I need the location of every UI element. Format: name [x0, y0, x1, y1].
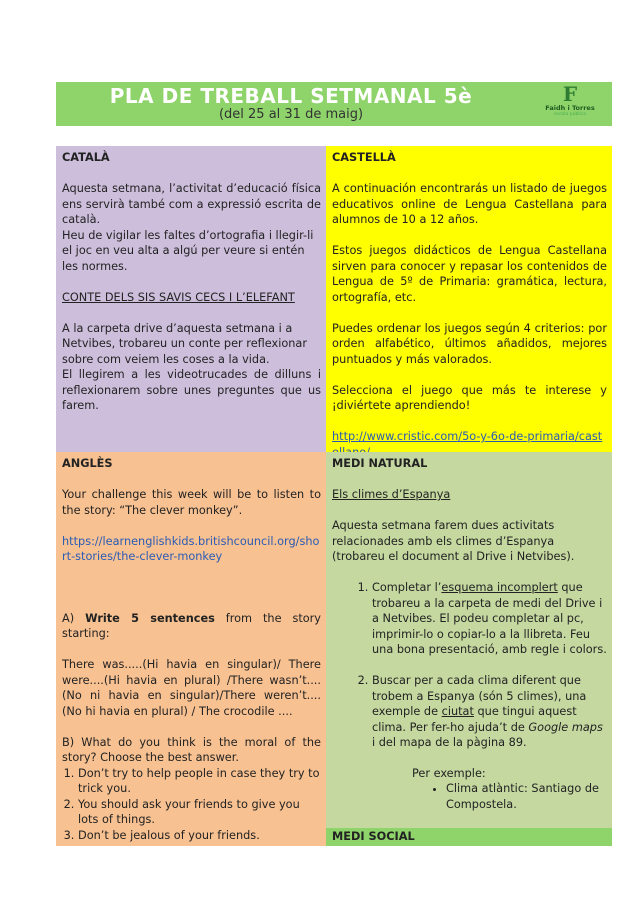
angles-options	[62, 766, 321, 844]
example-list	[412, 781, 607, 812]
page-subtitle: (del 25 al 31 de maig)	[218, 107, 364, 122]
catala-title: CATALÀ	[62, 151, 110, 164]
logo-tag: escola pública	[553, 112, 587, 117]
castella-p1: A continuación encontrarás un listado de juegos educativos online de Lengua Castellana para alumnos de 10 a 12 años.	[332, 182, 607, 226]
catala-p1: Aquesta setmana, l’activitat d’educació física ens servirà també com a expressió escrita de català.	[62, 182, 321, 226]
catala-p2: Heu de vigilar les faltes d’ortografia i llegir-li el joc en veu alta a algú per veure si entén les normes.	[62, 228, 314, 273]
angles-cell	[56, 452, 326, 846]
task-a-bold: Write 5 sentences	[85, 611, 215, 625]
example-label: Per exemple:	[412, 766, 486, 780]
google-maps-text: Google maps	[528, 720, 603, 734]
task-2-text-a: Buscar per a cada clima diferent que trobem a Espanya (són 5 climes), una exemple de	[372, 674, 587, 718]
castella-p2: Estos juegos didácticos de Lengua Castellana sirven para conocer y repasar los contenidos de Lengua de 5º de Primaria: gramática, lectura, ortografía, etc.	[332, 244, 607, 304]
catala-p4: El llegirem a les videotrucades de dilluns i reflexionarem sobre unes preguntes que us farem.	[62, 368, 321, 412]
task-1-text-a: Completar l’	[372, 581, 442, 594]
castella-link[interactable]: http://www.cristic.com/5o-y-6o-de-primaria/cast	[332, 430, 603, 443]
medi-social-cell	[326, 828, 612, 846]
task-2-text-c: i del mapa de la pàgina 89.	[372, 736, 527, 749]
task-item-1	[372, 580, 607, 658]
medi-natural-subtitle: Els climes d’Espanya	[332, 488, 451, 501]
logo-name: Faidh i Torres	[545, 104, 595, 112]
option-item: 2. You should ask your friends to give you lots of things.	[78, 797, 321, 828]
esquema-link: esquema incomplert	[441, 581, 558, 594]
logo-mark: F	[562, 82, 578, 106]
page-title: PLA DE TREBALL SETMANAL 5è	[109, 84, 473, 108]
task-1-text-b: que trobareu a la carpeta de medi del Drive i a Netvibes. El podeu completar al pc, imprimir-lo o copiar-lo a la llibreta. Feu una bona presentació, amb regle i colors.	[372, 581, 607, 656]
catala-p3: A la carpeta drive d’aquesta setmana i a Netvibes, trobareu un conte per reflexionar sobre com veiem les coses a la vida.	[62, 321, 307, 366]
header-banner	[56, 82, 612, 126]
task-a-prefix: A)	[62, 611, 86, 625]
example-item: • Clima atlàntic: Santiago de Compostela.	[446, 781, 607, 812]
task-2-text-b: que tingui aquest clima. Per fer-ho ajuda’t de	[372, 705, 577, 734]
medi-natural-cell	[326, 452, 612, 846]
option-item: 1. Don’t try to help people in case they try to trick you.	[78, 766, 321, 797]
medi-natural-tasks	[332, 580, 607, 751]
catala-cell	[56, 146, 326, 452]
task-item-2	[372, 673, 607, 751]
angles-p1: Your challenge this week will be to listen to the story: “The clever monkey”.	[62, 488, 321, 517]
castella-title: CASTELLÀ	[332, 151, 396, 164]
angles-link[interactable]: https://learnenglishkids.britishcouncil.org/short-stories/the-clever-monkey	[62, 534, 320, 563]
medi-social-title: MEDI SOCIAL	[332, 830, 415, 843]
angles-title: ANGLÈS	[62, 457, 113, 470]
school-logo-icon	[532, 84, 608, 124]
medi-natural-title: MEDI NATURAL	[332, 457, 428, 470]
castella-p3: Puedes ordenar los juegos según 4 criterios: por orden alfabético, últimos añadidos, mejores puntuados y más valorados.	[332, 321, 607, 366]
angles-task-a	[62, 611, 321, 642]
medi-natural-intro: Aquesta setmana farem dues activitats relacionades amb els climes d’Espanya (trobareu el document al Drive i Netvibes).	[332, 519, 575, 563]
example-block	[332, 766, 607, 813]
angles-task-a-detail: There was.....(Hi havia en singular)/ There were....(Hi havia en plural) /There wasn’t....(No ni havia en singular)/There weren’t.... (No hi havia en plural) / The crocodile ....	[62, 658, 321, 718]
catala-story-title: CONTE DELS SIS SAVIS CECS I L’ELEFANT	[62, 290, 295, 304]
option-item: 3. Don’t be jealous of your friends.	[78, 828, 321, 844]
task-a-rest: from the story starting:	[62, 611, 321, 640]
castella-p4: Selecciona el juego que más te interese y ¡diviértete aprendiendo!	[332, 383, 607, 412]
ciutat-word: ciutat	[441, 705, 474, 718]
castella-cell	[326, 146, 612, 452]
angles-task-b: B) What do you think is the moral of the story? Choose the best answer.	[62, 735, 321, 764]
